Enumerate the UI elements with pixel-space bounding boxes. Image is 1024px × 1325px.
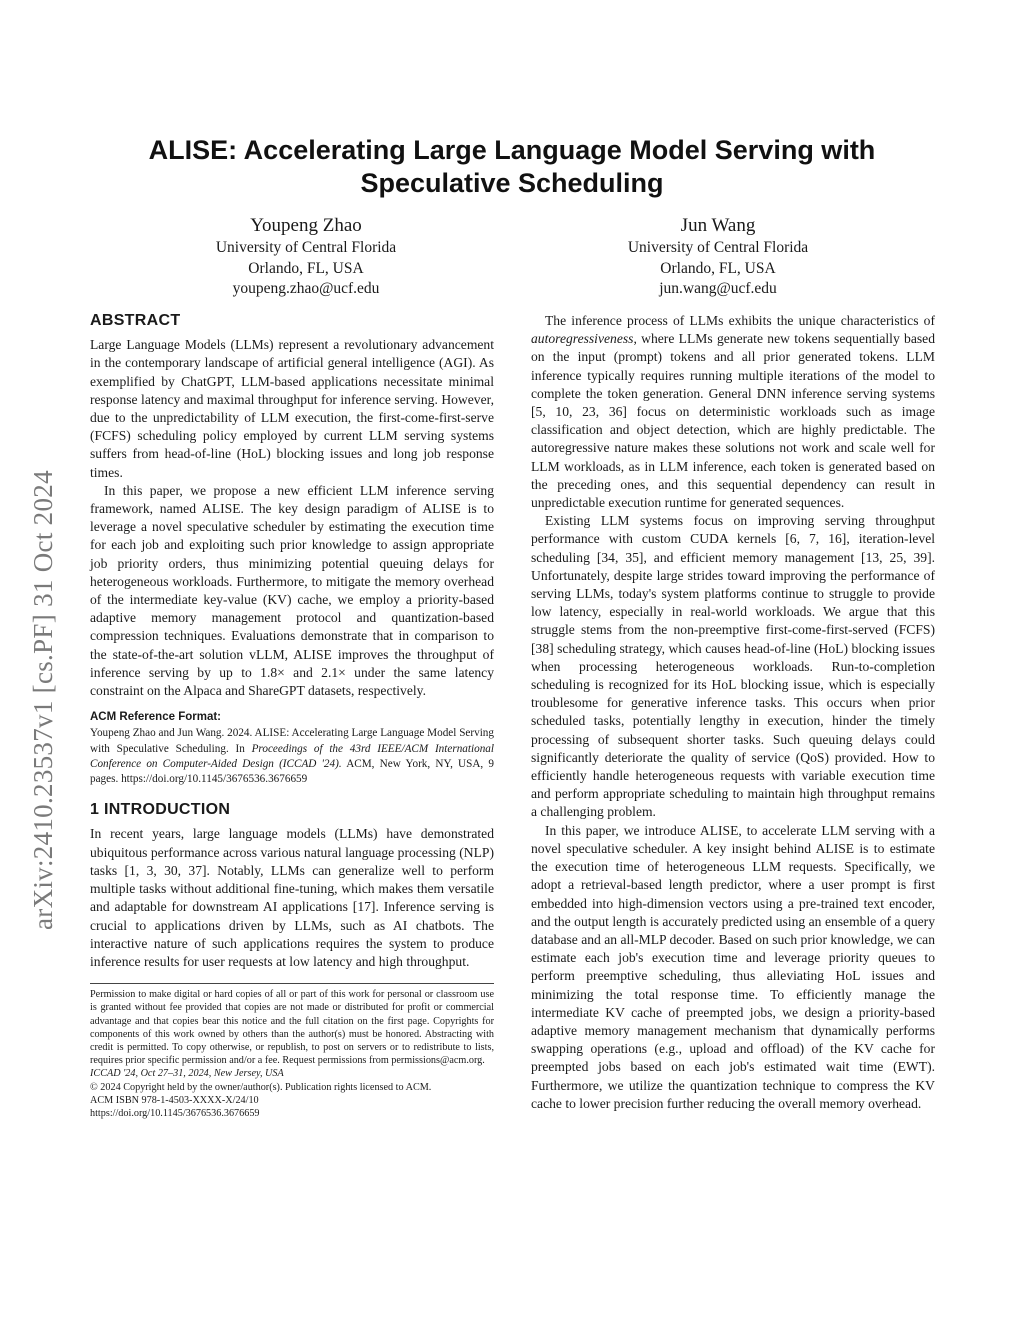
intro-paragraph-2: The inference process of LLMs exhibits the unique characteristics of autoregressiveness, where LLMs generate new tokens sequentially based on the input (prompt) tokens and all prior generated tokens. LLM inference typically requires running multiple iterations of the model to complete the token generation. General DNN inference serving systems [5, 10, 23, 36] focus on deterministic workloads such as image classification and object detection, which are highly predictable. The autoregressive nature makes these solutions not work and scale well for LLM workloads, as in LLM inference, each token is generated based on the preceding ones, and this sequential dependency can result in unpredictable execution runtime for generated sequences. <box>531 313 935 511</box>
arxiv-identifier: arXiv:2410.23537v1 [cs.PF] 31 Oct 2024 <box>28 470 58 930</box>
author-email[interactable]: jun.wang@ucf.edu <box>659 280 777 297</box>
acm-reference-text <box>90 726 494 787</box>
acm-reference-authors: Youpeng Zhao and Jun Wang. 2024. ALISE: Accelerating Large Language Model Serving with Speculative Scheduling. In <box>90 727 494 755</box>
author-block-1 <box>156 214 456 300</box>
abstract-heading: ABSTRACT <box>90 312 181 329</box>
copyright-line: © 2024 Copyright held by the owner/author(s). Publication rights licensed to ACM. <box>90 1081 432 1093</box>
doi-link[interactable]: https://doi.org/10.1145/3676536.3676659 <box>90 1107 260 1119</box>
acm-reference-venue: Proceedings of the 43rd IEEE/ACM International Conference on Computer-Aided Design (ICCAD '24). <box>90 742 494 770</box>
conference-info: ICCAD '24, Oct 27–31, 2024, New Jersey, USA <box>90 1068 284 1080</box>
acm-reference-heading: ACM Reference Format: <box>90 711 221 724</box>
author-location: Orlando, FL, USA <box>248 259 364 277</box>
intro-paragraph-4: In this paper, we introduce ALISE, to accelerate LLM serving with a novel speculative scheduler. A key insight behind ALISE is to estimate the execution time of heterogeneous LLM requests. Specifically, we adopt a retrieval-based length predictor, where a user prompt is first embedded into high-dimension vectors using a pre-trained text encoder, and the output length is accurately predicted using an ensemble of a query database and an all-MLP decoder. Based on such prior knowledge, we can estimate each job's execution time and leverage priority queues to perform preemptive scheduling, thus alleviating HoL issues and minimizing the total response time. To efficiently manage the intermediate KV cache of preempted jobs, we design a priority-based adaptive memory management mechanism that dynamically performs swapping operations (e.g., upload and offload) of the KV cache for preempted jobs based on each job's estimated wait time (EWT). Furthermore, we utilize the quantization technique to compress the KV cache to lower precision further reducing the overall memory overhead. <box>531 822 935 1111</box>
acm-reference-publisher: ACM, New York, NY, USA, 9 pages. https://doi.org/10.1145/3676536.3676659 <box>90 757 494 786</box>
author-name: Youpeng Zhao <box>250 215 362 236</box>
abstract-paragraph-2: In this paper, we propose a new efficient LLM inference serving framework, named ALISE. The key design paradigm of ALISE is to leverage a novel speculative scheduler by estimating the execution time for each job and exploiting such prior knowledge to assign appropriate job priority orders, thus minimizing potential queuing delays for heterogeneous workloads. Furthermore, to mitigate the memory overhead of the intermediate key-value (KV) cache, we employ a priority-based adaptive memory management protocol and quantization-based compression techniques. Evaluations demonstrate that in comparison to the state-of-the-art solution vLLM, ALISE improves the throughput of inference serving by up to 1.8× and 2.1× under the same latency constraint on the Alpaca and ShareGPT datasets, respectively. <box>90 482 494 699</box>
title-line-2: Speculative Scheduling <box>360 168 664 198</box>
author-location: Orlando, FL, USA <box>660 259 776 277</box>
left-column <box>90 312 494 1120</box>
title-line-1: ALISE: Accelerating Large Language Model Serving with <box>148 135 876 165</box>
author-affiliation: University of Central Florida <box>215 239 397 256</box>
permission-text: Permission to make digital or hard copies of all or part of this work for personal or classroom use is granted without fee provided that copies are not made or distributed for profit or commercial advantage and that copies bear this notice and the full citation on the first page. Copyrights for components of this work owned by others than the author(s) must be honored. Abstracting with credit is permitted. To copy otherwise, or republish, to post on servers or to redistribute to lists, requires prior specific permission and/or a fee. Request permissions from permissions@acm.org. <box>90 989 494 1067</box>
abstract-paragraph-1: Large Language Models (LLMs) represent a revolutionary advancement in the contemporary landscape of artificial general intelligence (AGI). As exemplified by ChatGPT, LLM-based applications necessitate minimal response latency and maximal throughput for inference serving. However, due to the unpredictability of LLM execution, the first-come-first-serve (FCFS) scheduling policy employed by current LLM serving systems suffers from head-of-line (HoL) blocking issues and long job response times. <box>90 337 494 480</box>
author-affiliation: University of Central Florida <box>627 239 809 256</box>
right-column <box>531 312 935 1113</box>
emphasis-autoregressiveness: autoregressiveness <box>531 331 634 347</box>
permission-footnote <box>90 983 494 1120</box>
intro-paragraph-3: Existing LLM systems focus on improving serving throughput performance with custom CUDA kernels [6, 7, 16], iteration-level scheduling [34, 35], and efficient memory management [13, 25, 39]. Unfortunately, despite large strides toward improving the performance of serving LLMs, today's system platforms continue to struggle to provide low latency, especially in real-world workloads. We argue that this struggle stems from the non-preemptive first-come-first-served (FCFS) [38] scheduling strategy, which causes head-of-line (HoL) blocking issues when processing heterogeneous workloads. Run-to-completion scheduling is recognized for its HoL blocking issue, which is especially troublesome for generative inference tasks. This occurs when prior scheduled tasks, potentially lengthy in execution, hinder the timely processing of subsequent shorter tasks. Such queuing delays could significantly deteriorate the quality of service (QoS) provided. How to efficiently handle heterogeneous requests with variable execution time and perform appropriate scheduling to maintain high throughput remains a challenging problem. <box>531 513 935 820</box>
introduction-paragraph-1: In recent years, large language models (LLMs) have demonstrated ubiquitous performance across various natural language processing (NLP) tasks [1, 3, 30, 37]. Notably, LLMs can generalize well to perform multiple tasks without additional fine-tuning, which makes them versatile and adaptable for downstream AI applications [17]. Inference serving is crucial to applications driven by LLMs, such as AI chatbots. The interactive nature of such applications requires the system to produce inference results for user requests at low latency and high throughput. <box>90 826 494 969</box>
author-block-2 <box>568 214 868 300</box>
author-name: Jun Wang <box>680 215 756 236</box>
author-email[interactable]: youpeng.zhao@ucf.edu <box>232 280 380 297</box>
isbn-line: ACM ISBN 978-1-4503-XXXX-X/24/10 <box>90 1094 259 1106</box>
paper-title <box>90 134 934 200</box>
introduction-heading: 1 INTRODUCTION <box>90 801 231 819</box>
